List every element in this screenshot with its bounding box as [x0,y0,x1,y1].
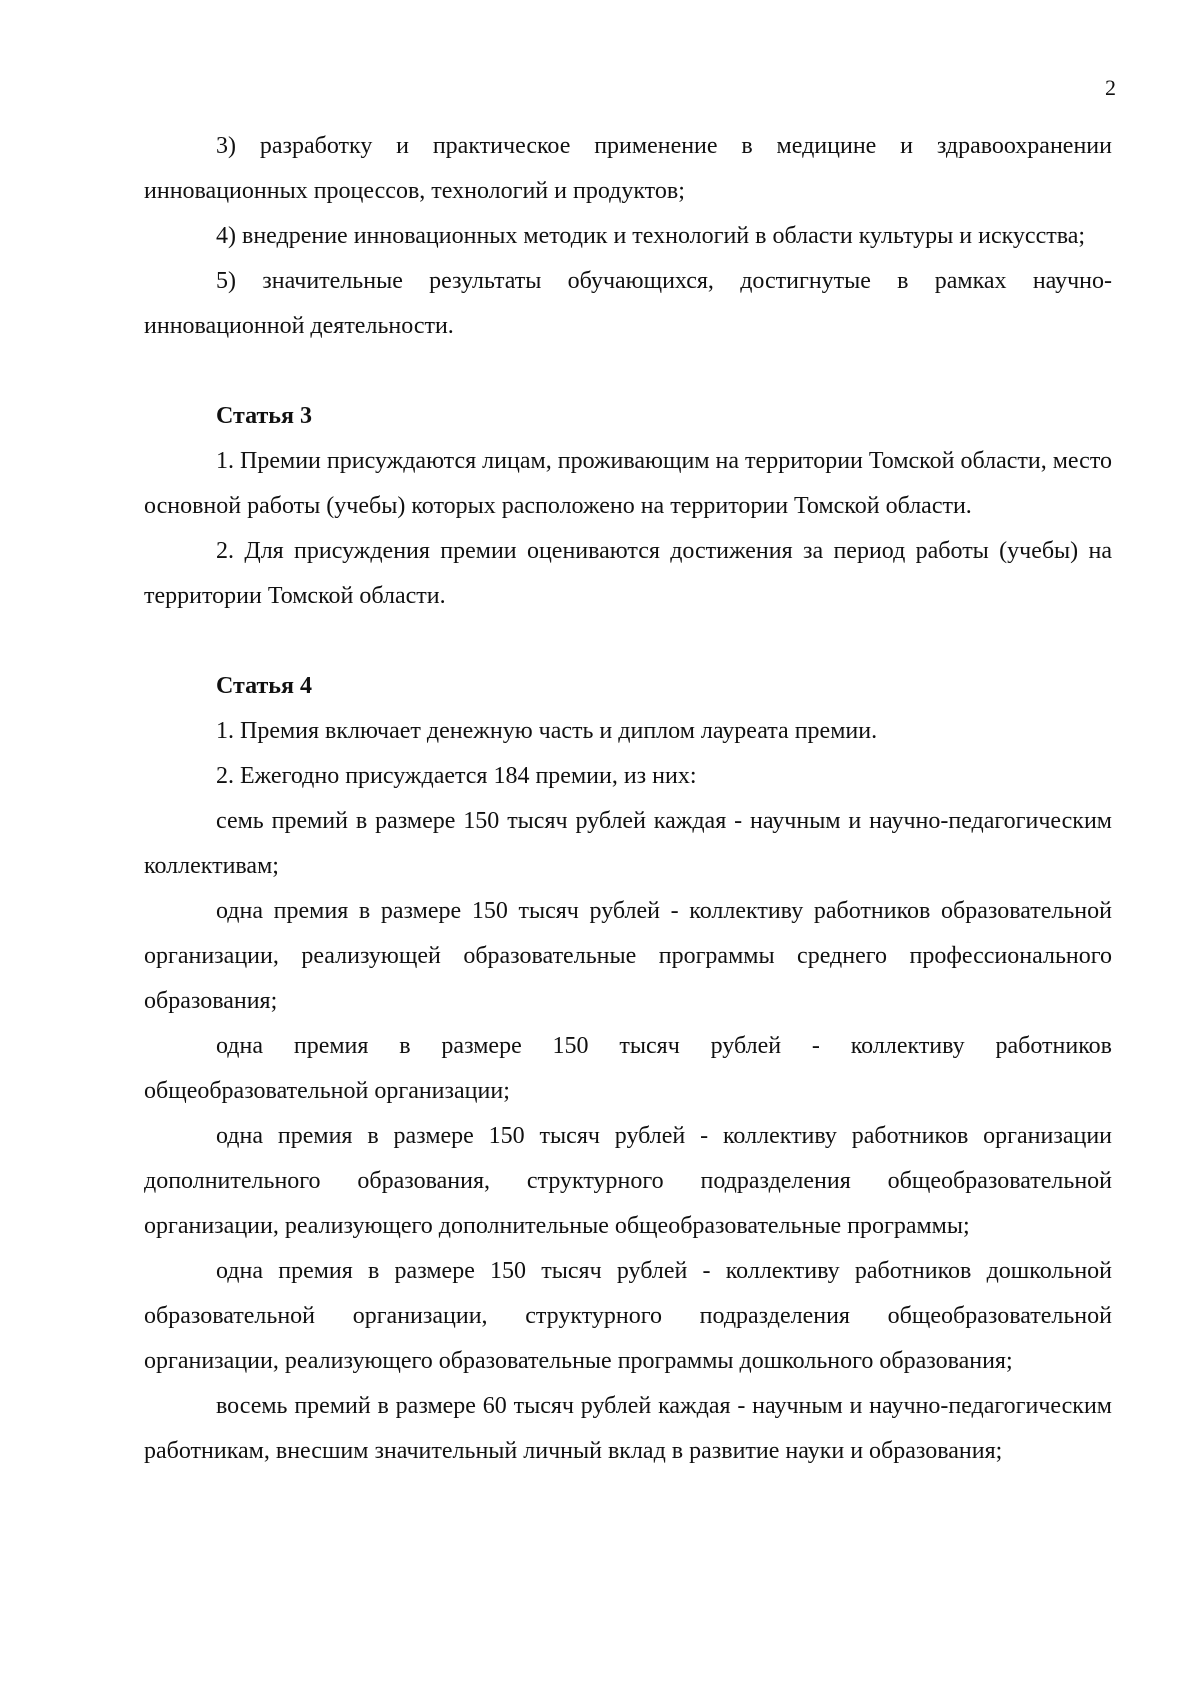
article-4 [144,664,1112,1474]
article-3 [144,394,1112,619]
page-number: 2 [1105,75,1116,100]
article-heading: Статья 3 [216,403,312,429]
list-item: 5) значительные результаты обучающихся, достигнутые в рамках научно-инновационной деятельности. [144,268,1112,339]
paragraph: 2. Для присуждения премии оцениваются достижения за период работы (учебы) на территории Томской области. [144,538,1112,609]
paragraph: одна премия в размере 150 тысяч рублей - коллективу работников образовательной организации, реализующей образовательные программы среднего профессионального образования; [144,898,1112,1014]
article-heading: Статья 4 [216,673,312,699]
paragraph: одна премия в размере 150 тысяч рублей - коллективу работников дошкольной образовательной организации, структурного подразделения общеобразовательной организации, реализующего образовательные программы дошкольного образования; [144,1258,1112,1374]
paragraph: одна премия в размере 150 тысяч рублей - коллективу работников организации дополнительного образования, структурного подразделения общеобразовательной организации, реализующего дополнительные общеобразовательные программы; [144,1123,1112,1239]
list-item: 4) внедрение инновационных методик и технологий в области культуры и искусства; [216,223,1086,249]
document-body [144,124,1112,1474]
paragraph: восемь премий в размере 60 тысяч рублей каждая - научным и научно-педагогическим работникам, внесшим значительный личный вклад в развитие науки и образования; [144,1393,1112,1464]
list-item: 3) разработку и практическое применение в медицине и здравоохранении инновационных процессов, технологий и продуктов; [144,133,1112,204]
paragraph: одна премия в размере 150 тысяч рублей - коллективу работников общеобразовательной организации; [144,1033,1112,1104]
paragraph: 1. Премия включает денежную часть и диплом лауреата премии. [216,718,878,744]
paragraph: 2. Ежегодно присуждается 184 премии, из них: [216,763,697,789]
paragraph: семь премий в размере 150 тысяч рублей каждая - научным и научно-педагогическим коллективам; [144,808,1112,879]
paragraph: 1. Премии присуждаются лицам, проживающим на территории Томской области, место основной работы (учебы) которых расположено на территории Томской области. [144,448,1112,519]
